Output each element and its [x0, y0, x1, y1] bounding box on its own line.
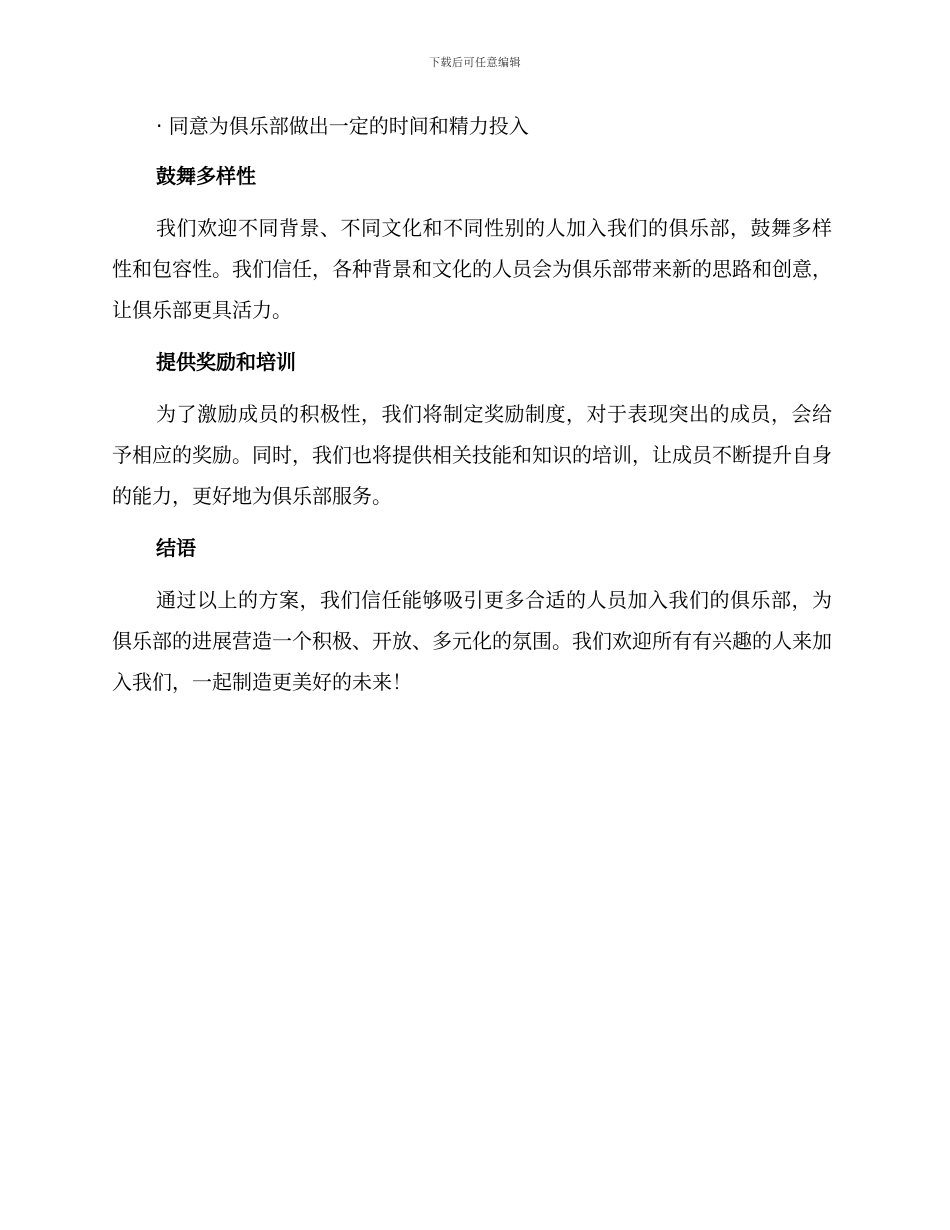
page-header-note: 下载后可任意编辑	[429, 56, 521, 69]
section-diversity	[112, 158, 832, 331]
section-rewards-training	[112, 344, 832, 517]
document-body	[112, 108, 832, 716]
bullet-item: · 同意为俱乐部做出一定的时间和精力投入	[156, 114, 529, 138]
section-paragraph: 我们欢迎不同背景、不同文化和不同性别的人加入我们的俱乐部，鼓舞多样性和包容性。我们信任，各种背景和文化的人员会为俱乐部带来新的思路和创意，让俱乐部更具活力。	[112, 216, 832, 322]
section-conclusion	[112, 530, 832, 703]
section-heading: 提供奖励和培训	[156, 350, 296, 374]
section-paragraph: 为了激励成员的积极性，我们将制定奖励制度，对于表现突出的成员，会给予相应的奖励。同时，我们也将提供相关技能和知识的培训，让成员不断提升自身的能力，更好地为俱乐部服务。	[112, 402, 832, 508]
section-paragraph: 通过以上的方案，我们信任能够吸引更多合适的人员加入我们的俱乐部，为俱乐部的进展营造一个积极、开放、多元化的氛围。我们欢迎所有有兴趣的人来加入我们，一起制造更美好的未来！	[112, 588, 832, 694]
section-heading: 结语	[156, 536, 196, 560]
section-heading: 鼓舞多样性	[156, 164, 256, 188]
